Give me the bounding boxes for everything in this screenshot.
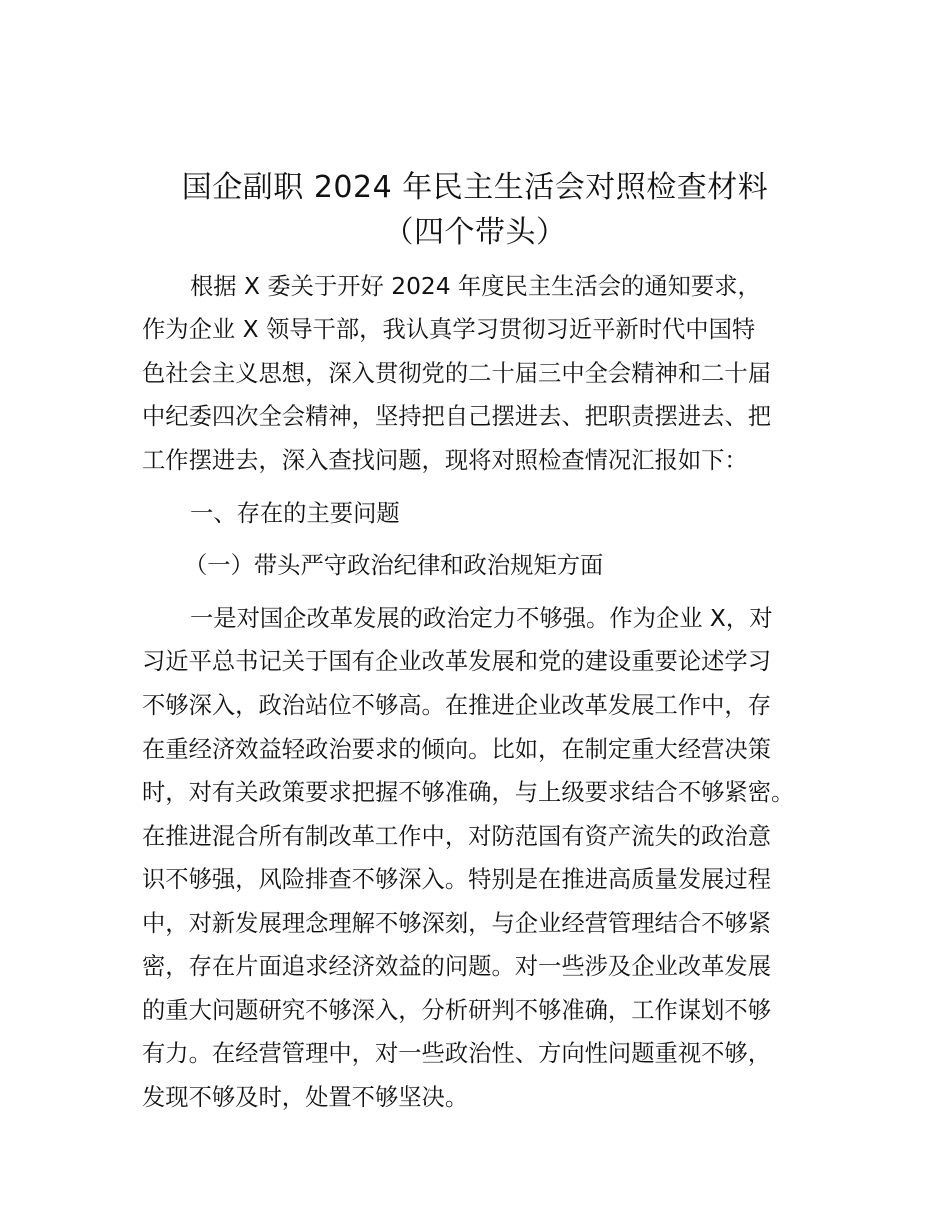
body-line: 发现不够及时，处置不够坚决。	[142, 1084, 469, 1111]
intro-line: 作为企业 X 领导干部，我认真学习贯彻习近平新时代中国特	[142, 316, 756, 343]
body-line: 在重经济效益轻政治要求的倾向。比如，在制定重大经营决策	[142, 736, 772, 763]
document-title-line2: （四个带头）	[383, 215, 567, 250]
body-line: 习近平总书记关于国有企业改革发展和党的建设重要论述学习	[142, 648, 772, 675]
body-line: 时，对有关政策要求把握不够准确，与上级要求结合不够紧密。	[142, 779, 795, 806]
intro-line: 工作摆进去，深入查找问题，现将对照检查情况汇报如下：	[142, 447, 748, 474]
body-line: 识不够强，风险排查不够深入。特别是在推进高质量发展过程	[142, 866, 772, 893]
body-line: 一是对国企改革发展的政治定力不够强。作为企业 X，对	[190, 605, 773, 632]
intro-line: 中纪委四次全会精神，坚持把自己摆进去、把职责摆进去、把	[142, 403, 772, 430]
body-line: 的重大问题研究不够深入，分析研判不够准确，工作谋划不够	[142, 997, 772, 1024]
body-line: 中，对新发展理念理解不够深刻，与企业经营管理结合不够紧	[142, 910, 772, 937]
intro-line: 根据 X 委关于开好 2024 年度民主生活会的通知要求，	[190, 273, 761, 300]
body-line: 不够深入，政治站位不够高。在推进企业改革发展工作中，存	[142, 692, 772, 719]
body-line: 在推进混合所有制改革工作中，对防范国有资产流失的政治意	[142, 823, 772, 850]
body-line: 有力。在经营管理中，对一些政治性、方向性问题重视不够，	[142, 1040, 772, 1067]
document-title-line1: 国企副职 2024 年民主生活会对照检查材料	[181, 170, 769, 205]
subsection-heading: （一）带头严守政治纪律和政治规矩方面	[184, 552, 604, 579]
body-line: 密，存在片面追求经济效益的问题。对一些涉及企业改革发展	[142, 953, 772, 980]
section-heading: 一、存在的主要问题	[190, 500, 400, 527]
intro-line: 色社会主义思想，深入贯彻党的二十届三中全会精神和二十届	[142, 360, 772, 387]
